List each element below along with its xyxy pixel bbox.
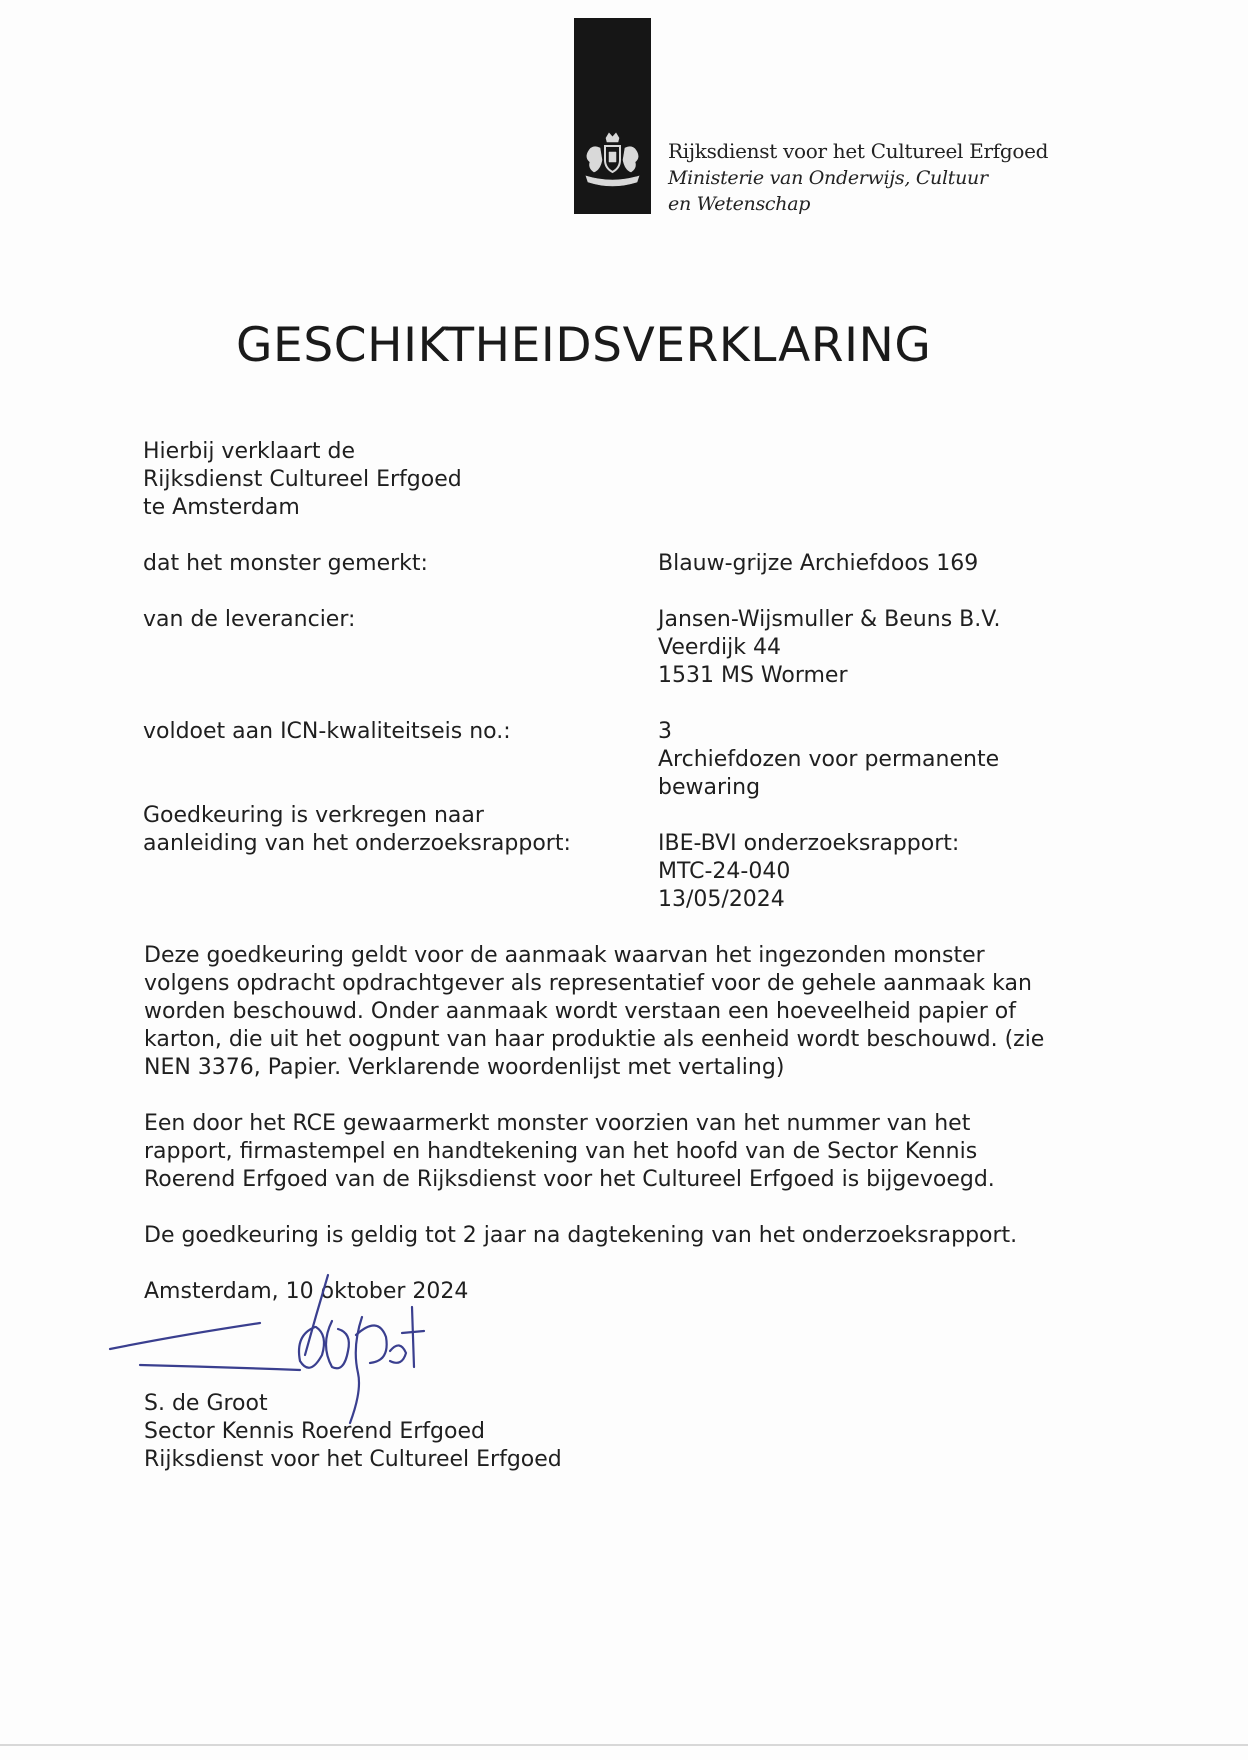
supplier-name: Jansen-Wijsmuller & Beuns B.V. bbox=[658, 607, 1001, 632]
requirement-label: voldoet aan ICN-kwaliteitseis no.: bbox=[143, 719, 511, 744]
approval-label-1: Goedkeuring is verkregen naar bbox=[143, 803, 484, 828]
signer-name: S. de Groot bbox=[144, 1391, 268, 1416]
sample-label: dat het monster gemerkt: bbox=[143, 551, 428, 576]
supplier-city: 1531 MS Wormer bbox=[658, 663, 848, 688]
intro-line-3: te Amsterdam bbox=[143, 495, 300, 520]
page-bottom-divider bbox=[0, 1744, 1248, 1746]
validity-statement: De goedkeuring is geldig tot 2 jaar na dagtekening van het onderzoeksrapport. bbox=[144, 1223, 1018, 1248]
paragraph-2-line-3: Roerend Erfgoed van de Rijksdienst voor het Cultureel Erfgoed is bijgevoegd. bbox=[144, 1167, 995, 1192]
intro-line-2: Rijksdienst Cultureel Erfgoed bbox=[143, 467, 462, 492]
report-line-3: 13/05/2024 bbox=[658, 887, 785, 912]
logo-bar bbox=[574, 18, 651, 214]
place-date: Amsterdam, 10 oktober 2024 bbox=[144, 1279, 469, 1304]
signer-organization: Rijksdienst voor het Cultureel Erfgoed bbox=[144, 1447, 562, 1472]
paragraph-1-line-1: Deze goedkeuring geldt voor de aanmaak waarvan het ingezonden monster bbox=[144, 943, 985, 968]
paragraph-1-line-3: worden beschouwd. Onder aanmaak wordt verstaan een hoeveelheid papier of bbox=[144, 999, 1017, 1024]
supplier-street: Veerdijk 44 bbox=[658, 635, 781, 660]
paragraph-1-line-4: karton, die uit het oogpunt van haar produktie als eenheid wordt beschouwd. (zie bbox=[144, 1027, 1045, 1052]
approval-label-2: aanleiding van het onderzoeksrapport: bbox=[143, 831, 571, 856]
sample-value: Blauw-grijze Archiefdoos 169 bbox=[658, 551, 979, 576]
document-title: GESCHIKTHEIDSVERKLARING bbox=[236, 318, 932, 373]
royal-crest-icon bbox=[578, 130, 647, 214]
paragraph-2-line-1: Een door het RCE gewaarmerkt monster voorzien van het nummer van het bbox=[144, 1111, 971, 1136]
ministry-name: Ministerie van Onderwijs, Cultuur en Wetenschap bbox=[668, 167, 988, 215]
intro-line-1: Hierbij verklaart de bbox=[143, 439, 355, 464]
requirement-description-1: Archiefdozen voor permanente bbox=[658, 747, 1000, 772]
organization-name: Rijksdienst voor het Cultureel Erfgoed bbox=[668, 139, 1049, 163]
report-line-2: MTC-24-040 bbox=[658, 859, 791, 884]
report-line-1: IBE-BVI onderzoeksrapport: bbox=[658, 831, 960, 856]
paragraph-2-line-2: rapport, firmastempel en handtekening van het hoofd van de Sector Kennis bbox=[144, 1139, 978, 1164]
requirement-number: 3 bbox=[658, 719, 672, 744]
organization-header bbox=[668, 138, 1048, 217]
supplier-label: van de leverancier: bbox=[143, 607, 356, 632]
paragraph-1-line-2: volgens opdracht opdrachtgever als representatief voor de gehele aanmaak kan bbox=[144, 971, 1032, 996]
paragraph-1-line-5: NEN 3376, Papier. Verklarende woordenlijst met vertaling) bbox=[144, 1055, 785, 1080]
requirement-description-2: bewaring bbox=[658, 775, 761, 800]
signer-department: Sector Kennis Roerend Erfgoed bbox=[144, 1419, 485, 1444]
